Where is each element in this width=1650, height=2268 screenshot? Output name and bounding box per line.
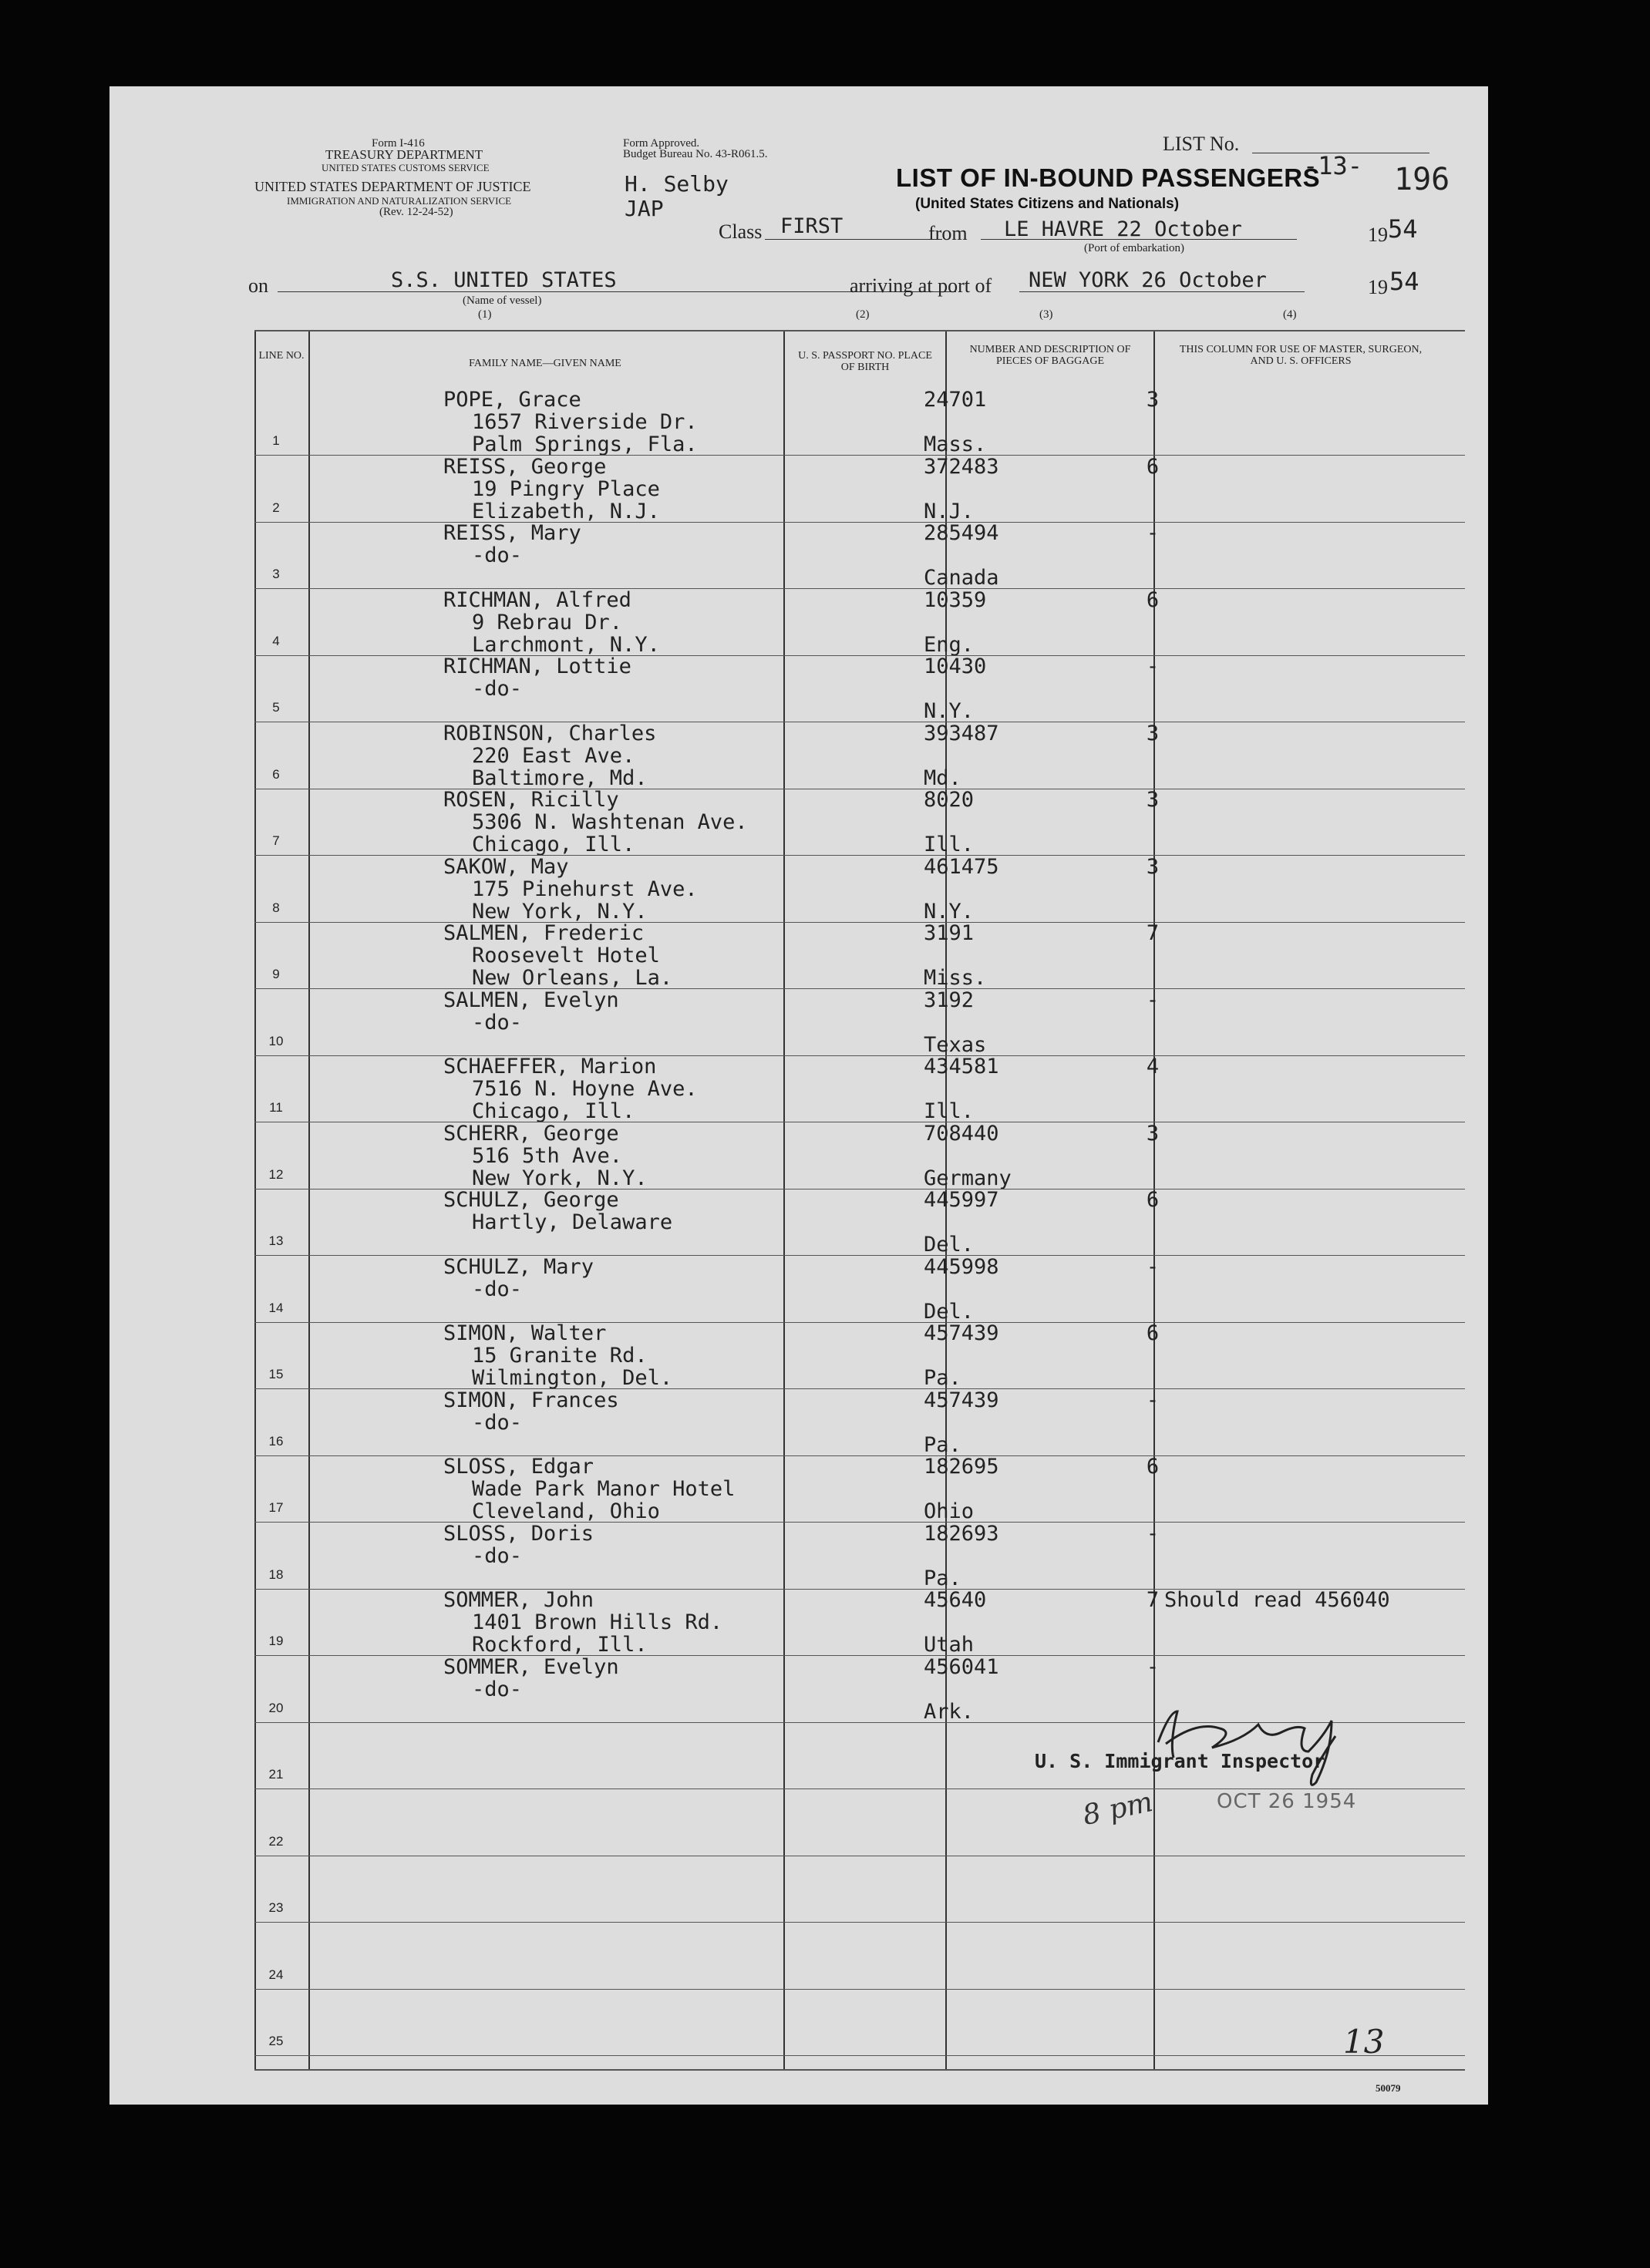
row-line-number: 16 [268, 1433, 284, 1449]
class-value: FIRST [780, 214, 844, 238]
row-divider [254, 1189, 1465, 1190]
passenger-name: SALMEN, Frederic [443, 921, 645, 945]
passenger-name: REISS, Mary [443, 521, 581, 545]
row-line-number: 12 [268, 1166, 284, 1182]
passport-number: 445998 [924, 1254, 999, 1279]
row-line-number: 10 [268, 1033, 284, 1048]
row-line-number: 5 [272, 700, 280, 715]
passport-number: 45640 [924, 1588, 987, 1612]
passport-number: 3192 [924, 988, 975, 1012]
row-divider [254, 1255, 1465, 1256]
arriving-year: 54 [1389, 267, 1419, 296]
header-baggage: NUMBER AND DESCRIPTION OF PIECES OF BAGGAGE [969, 344, 1131, 367]
passport-number: 708440 [924, 1121, 999, 1146]
row-line-number: 18 [268, 1566, 284, 1582]
row-line-number: 22 [268, 1833, 284, 1849]
row-line-number: 4 [272, 633, 280, 648]
baggage-count: - [1146, 1388, 1160, 1412]
list-no-label: LIST No. [1163, 133, 1240, 155]
passenger-address-1: 1657 Riverside Dr. [472, 410, 698, 434]
list-no-value: -13- [1303, 151, 1363, 180]
place-of-birth: Ill. [924, 833, 975, 856]
list-title: LIST OF IN-BOUND PASSENGERS [896, 163, 1321, 192]
passenger-name: SOMMER, Evelyn [443, 1654, 619, 1679]
passport-number: 10359 [924, 587, 987, 612]
place-of-birth: Del. [924, 1233, 975, 1257]
passenger-address-2: New York, N.Y. [472, 1166, 648, 1190]
baggage-count: - [1146, 521, 1160, 545]
passenger-name: SALMEN, Evelyn [443, 988, 619, 1012]
row-line-number: 1 [272, 433, 280, 448]
baggage-count: 3 [1146, 721, 1160, 745]
arriving-year-prefix: 19 [1368, 276, 1388, 298]
agency-customs: UNITED STATES CUSTOMS SERVICE [322, 162, 490, 173]
row-line-number: 8 [272, 900, 280, 915]
row-line-number: 17 [268, 1500, 284, 1515]
passenger-address-2: Baltimore, Md. [472, 766, 648, 790]
from-year-prefix: 19 [1368, 224, 1388, 246]
passenger-address-1: -do- [472, 1277, 523, 1301]
table-divider-name [783, 330, 785, 2069]
baggage-count: 6 [1146, 1455, 1160, 1479]
table-left-border [254, 330, 256, 2069]
passenger-address-1: -do- [472, 1543, 523, 1568]
passport-number: 182693 [924, 1521, 999, 1546]
from-label: from [928, 222, 968, 244]
place-of-birth: Texas [924, 1032, 987, 1057]
passenger-name: SCHAEFFER, Marion [443, 1055, 657, 1078]
row-divider [254, 1655, 1465, 1656]
on-label: on [248, 274, 268, 297]
row-line-number: 2 [272, 500, 280, 515]
passport-number: 182695 [924, 1455, 999, 1479]
place-of-birth: N.Y. [924, 899, 975, 924]
passenger-name: REISS, George [443, 454, 607, 479]
officer-note: Should read 456040 [1164, 1588, 1390, 1612]
row-divider [254, 1989, 1465, 1990]
baggage-count: - [1146, 654, 1160, 678]
row-divider [254, 855, 1465, 856]
passport-number: 461475 [924, 854, 999, 879]
row-line-number: 15 [268, 1367, 284, 1381]
row-divider [254, 1722, 1465, 1723]
passenger-address-2: Elizabeth, N.J. [472, 499, 660, 523]
baggage-count: 7 [1146, 921, 1160, 945]
place-of-birth: Pa. [924, 1566, 961, 1590]
baggage-count: 3 [1146, 388, 1160, 412]
row-line-number: 3 [272, 567, 280, 581]
passport-number: 3191 [924, 921, 975, 945]
place-of-birth: Ark. [924, 1699, 975, 1724]
place-of-birth: Del. [924, 1299, 975, 1324]
row-line-number: 13 [268, 1233, 284, 1248]
baggage-count: 6 [1146, 1188, 1160, 1212]
passenger-address-2: Wilmington, Del. [472, 1366, 673, 1390]
row-divider [254, 1322, 1465, 1323]
row-line-number: 11 [269, 1100, 283, 1115]
passenger-address-1: Hartly, Delaware [472, 1210, 673, 1234]
place-of-birth: Ill. [924, 1099, 975, 1123]
row-line-number: 21 [268, 1767, 284, 1782]
passenger-name: SIMON, Frances [443, 1388, 619, 1412]
passport-number: 457439 [924, 1388, 999, 1412]
passport-number: 457439 [924, 1321, 999, 1345]
place-of-birth: Germany [924, 1166, 1012, 1190]
place-of-birth: Mass. [924, 432, 987, 456]
row-divider [254, 455, 1465, 456]
passenger-address-1: 15 Granite Rd. [472, 1344, 648, 1368]
passenger-address-2: Cleveland, Ohio [472, 1499, 660, 1523]
passport-number: 10430 [924, 654, 987, 678]
header-officer-use: THIS COLUMN FOR USE OF MASTER, SURGEON, AND U. S. OFFICERS [1179, 344, 1423, 367]
passenger-address-1: 175 Pinehurst Ave. [472, 877, 698, 901]
vessel-caption: (Name of vessel) [463, 294, 542, 307]
vessel-name: S.S. UNITED STATES [391, 268, 617, 292]
from-value: LE HAVRE 22 October [1004, 217, 1242, 241]
baggage-count: - [1146, 1654, 1160, 1679]
passenger-name: ROSEN, Ricilly [443, 788, 619, 812]
passenger-address-1: Wade Park Manor Hotel [472, 1477, 736, 1501]
place-of-birth: Pa. [924, 1366, 961, 1390]
arriving-value: NEW YORK 26 October [1029, 268, 1267, 292]
passenger-name: POPE, Grace [443, 388, 581, 412]
header-passport: U. S. PASSPORT NO. PLACE OF BIRTH [798, 350, 932, 373]
baggage-count: 6 [1146, 1321, 1160, 1345]
class-line [765, 239, 942, 240]
baggage-count: 7 [1146, 1588, 1160, 1612]
form-revision: (Rev. 12-24-52) [379, 206, 453, 218]
place-of-birth: N.Y. [924, 699, 975, 723]
passenger-name: SAKOW, May [443, 854, 569, 879]
form-number: Form I-416 [372, 137, 425, 150]
typed-name: H. Selby [625, 171, 729, 197]
baggage-count: 3 [1146, 1121, 1160, 1146]
passenger-address-1: -do- [472, 677, 523, 701]
row-divider [254, 988, 1465, 989]
passenger-address-1: 7516 N. Hoyne Ave. [472, 1077, 698, 1101]
place-of-birth: N.J. [924, 499, 975, 523]
class-label: Class [719, 220, 763, 243]
passenger-address-1: 516 5th Ave. [472, 1143, 623, 1168]
passenger-address-2: Chicago, Ill. [472, 833, 635, 856]
passenger-address-1: 220 East Ave. [472, 743, 635, 768]
table-top-border [254, 330, 1465, 331]
passenger-address-1: Roosevelt Hotel [472, 944, 660, 967]
baggage-count: 4 [1146, 1055, 1160, 1078]
passenger-address-1: 5306 N. Washtenan Ave. [472, 810, 748, 834]
row-line-number: 9 [272, 967, 280, 981]
passenger-address-1: -do- [472, 1410, 523, 1435]
handwritten-time: 8 pm [1079, 1785, 1156, 1832]
row-line-number: 25 [268, 2034, 284, 2048]
typed-code: JAP [625, 196, 664, 221]
table-divider-line [308, 330, 310, 2069]
row-divider [254, 1522, 1465, 1523]
row-line-number: 14 [268, 1300, 284, 1315]
passenger-address-2: New Orleans, La. [472, 966, 673, 990]
header-line-no: LINE NO. [258, 350, 305, 362]
budget-bureau: Budget Bureau No. 43-R061.5. [623, 148, 768, 160]
row-divider [254, 522, 1465, 523]
passport-number: 24701 [924, 388, 987, 412]
table-bottom-border [254, 2069, 1465, 2071]
baggage-count: 3 [1146, 854, 1160, 879]
row-line-number: 20 [268, 1700, 284, 1715]
row-divider [254, 2055, 1465, 2056]
place-of-birth: Utah [924, 1633, 975, 1657]
passenger-address-1: 1401 Brown Hills Rd. [472, 1610, 723, 1634]
passport-number: 8020 [924, 788, 975, 812]
passenger-address-1: -do- [472, 1010, 523, 1035]
row-divider [254, 1922, 1465, 1923]
col4-number: (4) [1283, 308, 1297, 321]
col3-number: (3) [1039, 308, 1053, 321]
row-line-number: 24 [268, 1967, 284, 1982]
row-divider [254, 655, 1465, 656]
inspection-date-stamp: OCT 26 1954 [1217, 1790, 1357, 1813]
row-divider [254, 1455, 1465, 1456]
passenger-name: SLOSS, Edgar [443, 1455, 594, 1479]
list-subtitle: (United States Citizens and Nationals) [915, 196, 1180, 212]
vessel-col-no: (1) [478, 308, 492, 321]
page-number: 196 [1394, 162, 1450, 197]
baggage-count: 3 [1146, 788, 1160, 812]
passport-number: 285494 [924, 521, 999, 545]
corner-mark: 13 [1343, 2023, 1385, 2061]
passenger-name: SCHULZ, George [443, 1188, 619, 1212]
passport-number: 434581 [924, 1055, 999, 1078]
passenger-address-1: 19 Pingry Place [472, 476, 660, 501]
passport-number: 456041 [924, 1654, 999, 1679]
from-year: 54 [1388, 214, 1418, 244]
place-of-birth: Pa. [924, 1432, 961, 1457]
footer-code: 50079 [1376, 2082, 1401, 2094]
passenger-address-1: -do- [472, 1677, 523, 1701]
baggage-count: 6 [1146, 454, 1160, 479]
passenger-name: RICHMAN, Lottie [443, 654, 631, 678]
passenger-name: SCHULZ, Mary [443, 1254, 594, 1279]
passenger-address-2: Chicago, Ill. [472, 1099, 635, 1123]
row-divider [254, 1788, 1465, 1789]
row-divider [254, 588, 1465, 589]
passenger-name: SOMMER, John [443, 1588, 594, 1612]
passenger-name: SCHERR, George [443, 1121, 619, 1146]
agency-justice: UNITED STATES DEPARTMENT OF JUSTICE [254, 179, 531, 194]
manifest-page [109, 86, 1488, 2105]
form-approved: Form Approved. [623, 137, 700, 150]
passenger-name: SLOSS, Doris [443, 1521, 594, 1546]
passenger-name: SIMON, Walter [443, 1321, 607, 1345]
passenger-address-1: 9 Rebrau Dr. [472, 610, 623, 634]
passport-number: 393487 [924, 721, 999, 745]
inspector-title: U. S. Immigrant Inspector [1035, 1750, 1325, 1772]
passenger-address-2: Palm Springs, Fla. [472, 432, 698, 456]
header-family-name: FAMILY NAME—GIVEN NAME [469, 358, 621, 369]
row-divider [254, 922, 1465, 923]
passenger-address-1: -do- [472, 543, 523, 567]
baggage-count: - [1146, 1254, 1160, 1279]
row-line-number: 19 [268, 1634, 284, 1648]
baggage-count: - [1146, 988, 1160, 1012]
arriving-label: arriving at port of [850, 274, 992, 297]
place-of-birth: Canada [924, 566, 999, 590]
row-line-number: 7 [272, 833, 280, 848]
place-of-birth: Miss. [924, 966, 987, 990]
row-divider [254, 1055, 1465, 1056]
agency-treasury: TREASURY DEPARTMENT [325, 147, 483, 162]
passport-number: 372483 [924, 454, 999, 479]
row-line-number: 6 [272, 766, 280, 782]
row-divider [254, 1388, 1465, 1389]
place-of-birth: Ohio [924, 1499, 975, 1523]
baggage-count: 6 [1146, 587, 1160, 612]
agency-ins: IMMIGRATION AND NATURALIZATION SERVICE [287, 195, 512, 207]
place-of-birth: Eng. [924, 632, 975, 657]
passport-number: 445997 [924, 1188, 999, 1212]
place-of-birth: Md. [924, 766, 961, 790]
passenger-name: ROBINSON, Charles [443, 721, 657, 745]
port-embark-caption: (Port of embarkation) [1084, 242, 1184, 254]
passenger-address-2: Rockford, Ill. [472, 1633, 648, 1657]
baggage-count: - [1146, 1521, 1160, 1546]
passenger-address-2: New York, N.Y. [472, 899, 648, 924]
col2-number: (2) [856, 308, 870, 321]
passenger-address-2: Larchmont, N.Y. [472, 632, 660, 657]
row-line-number: 23 [268, 1900, 284, 1915]
passenger-name: RICHMAN, Alfred [443, 587, 631, 612]
